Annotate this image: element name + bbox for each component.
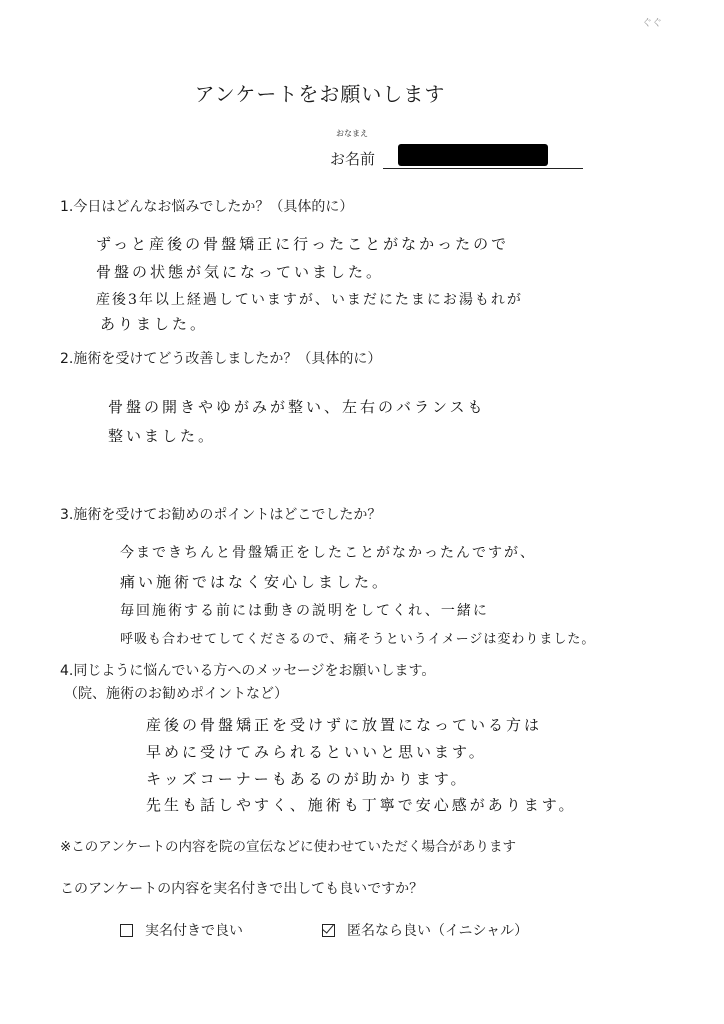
answer-4-line-2: 早めに受けてみられるといいと思います。 bbox=[146, 743, 487, 761]
question-2-label: 2.施術を受けてどう改善しましたか？（具体的に） bbox=[60, 351, 382, 367]
scan-mark: ぐぐ bbox=[642, 18, 662, 29]
question-4-label: 4.同じように悩んでいる方へのメッセージをお願いします。 bbox=[60, 663, 436, 679]
answer-4-line-1: 産後の骨盤矯正を受けずに放置になっている方は bbox=[146, 716, 543, 734]
name-redaction bbox=[398, 144, 548, 166]
question-4-sublabel: （院、施術のお勧めポイントなど） bbox=[64, 686, 288, 702]
answer-1-line-3: 産後3年以上経過していますが、いまだにたまにお湯もれが bbox=[96, 292, 523, 308]
answer-3-line-1: 今まできちんと骨盤矯正をしたことがなかったんですが、 bbox=[120, 545, 536, 561]
usage-note: ※このアンケートの内容を院の宣伝などに使わせていただく場合があります bbox=[60, 839, 517, 855]
answer-4-line-3: キッズコーナーもあるのが助かります。 bbox=[146, 770, 469, 788]
consent-question: このアンケートの内容を実名付きで出しても良いですか？ bbox=[60, 881, 424, 897]
answer-4-line-4: 先生も話しやすく、施術も丁寧で安心感があります。 bbox=[146, 796, 577, 814]
answer-1-line-1: ずっと産後の骨盤矯正に行ったことがなかったので bbox=[96, 235, 510, 253]
checkbox-real-name[interactable] bbox=[120, 924, 133, 937]
name-furigana: おなまえ bbox=[336, 129, 368, 138]
answer-1-line-4: ありました。 bbox=[100, 315, 209, 333]
answer-1-line-2: 骨盤の状態が気になっていました。 bbox=[96, 263, 385, 281]
name-underline bbox=[383, 168, 583, 169]
answer-3-line-4: 呼吸も合わせてしてくださるので、痛そうというイメージは変わりました。 bbox=[120, 632, 596, 647]
answer-3-line-3: 毎回施術する前には動きの説明をしてくれ、一緒に bbox=[120, 603, 489, 619]
page-title: アンケートをお願いします bbox=[194, 82, 446, 106]
answer-2-line-2: 整いました。 bbox=[108, 427, 217, 445]
name-label: お名前 bbox=[330, 150, 376, 168]
option-real-name[interactable] bbox=[120, 920, 243, 940]
option-real-name-label: 実名付きで良い bbox=[145, 923, 243, 939]
checkbox-anonymous[interactable] bbox=[322, 924, 335, 937]
option-anonymous[interactable] bbox=[322, 920, 528, 940]
answer-2-line-1: 骨盤の開きやゆがみが整い、左右のバランスも bbox=[108, 398, 486, 416]
option-anonymous-label: 匿名なら良い（イニシャル） bbox=[347, 923, 529, 939]
question-1-label: 1.今日はどんなお悩みでしたか？（具体的に） bbox=[60, 199, 354, 215]
question-3-label: 3.施術を受けてお勧めのポイントはどこでしたか？ bbox=[60, 507, 382, 523]
answer-3-line-2: 痛い施術ではなく安心しました。 bbox=[120, 573, 391, 591]
